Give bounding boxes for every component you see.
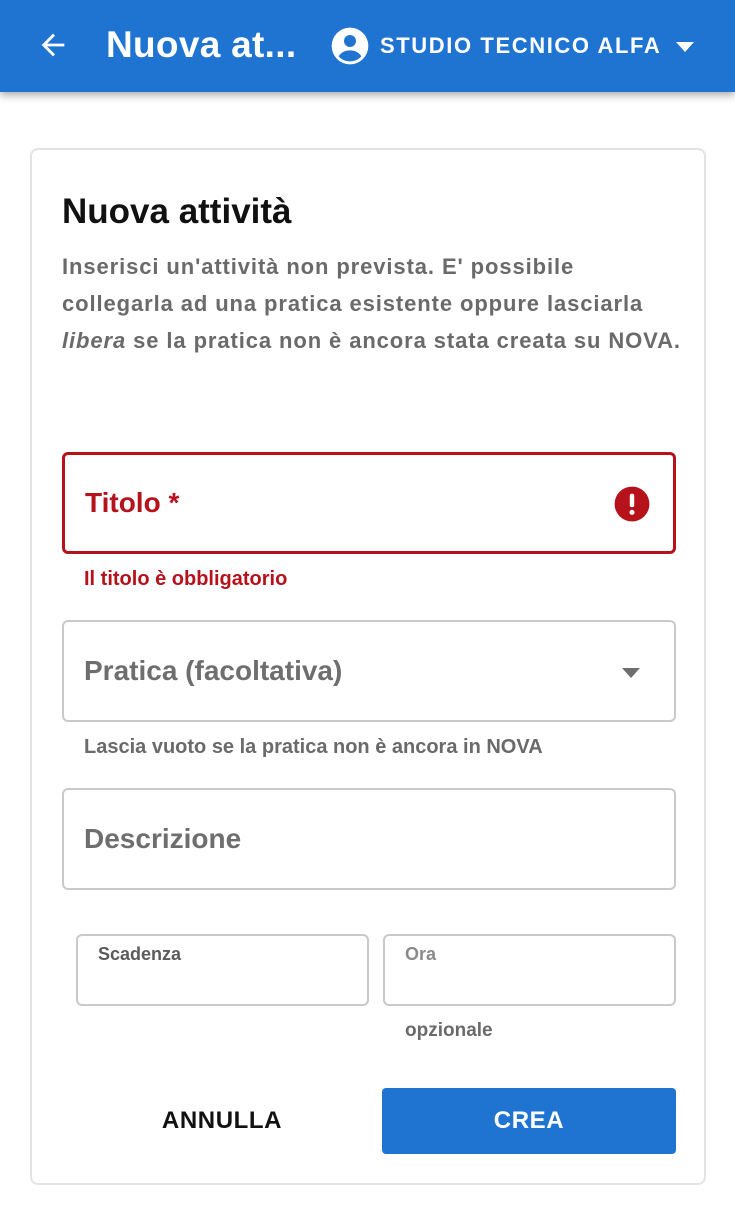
ora-label: Ora (405, 944, 437, 964)
page-title: Nuova at... (106, 24, 297, 65)
back-arrow-icon (36, 28, 70, 62)
back-button[interactable] (32, 24, 74, 66)
pratica-label: Pratica (facoltativa) (84, 655, 343, 686)
error-icon (613, 485, 651, 523)
pratica-helper-text: Lascia vuoto se la pratica non è ancora in NOVA (84, 736, 543, 758)
account-circle-icon (330, 26, 370, 66)
account-switcher[interactable] (330, 24, 661, 68)
description-text-1: Inserisci un'attività non prevista. E' possibile collegarla ad una pratica esistente oppure lasciarla (62, 254, 644, 316)
form-title: Nuova attività (62, 192, 292, 231)
scadenza-field[interactable] (76, 934, 369, 1006)
cancel-button[interactable]: ANNULLA (161, 1107, 283, 1134)
descrizione-label: Descrizione (84, 823, 242, 854)
titolo-error-message: Il titolo è obbligatorio (84, 568, 288, 590)
dropdown-arrow-icon (621, 667, 641, 679)
descrizione-field[interactable] (62, 788, 676, 890)
description-text-2: se la pratica non è ancora stata creata su NOVA. (126, 328, 681, 353)
ora-field[interactable] (383, 934, 676, 1006)
pratica-select[interactable] (62, 620, 676, 722)
description-emphasis: libera (62, 328, 127, 353)
ora-helper-text: opzionale (405, 1020, 493, 1041)
scadenza-label: Scadenza (98, 944, 182, 964)
app-bar (0, 0, 735, 92)
create-button[interactable]: CREA (382, 1088, 676, 1154)
new-activity-card (30, 148, 706, 1185)
titolo-field[interactable] (62, 452, 676, 554)
titolo-label: Titolo * (85, 487, 180, 518)
caret-down-icon (674, 40, 696, 54)
account-name: STUDIO TECNICO ALFA (380, 33, 662, 58)
form-description (62, 248, 682, 359)
